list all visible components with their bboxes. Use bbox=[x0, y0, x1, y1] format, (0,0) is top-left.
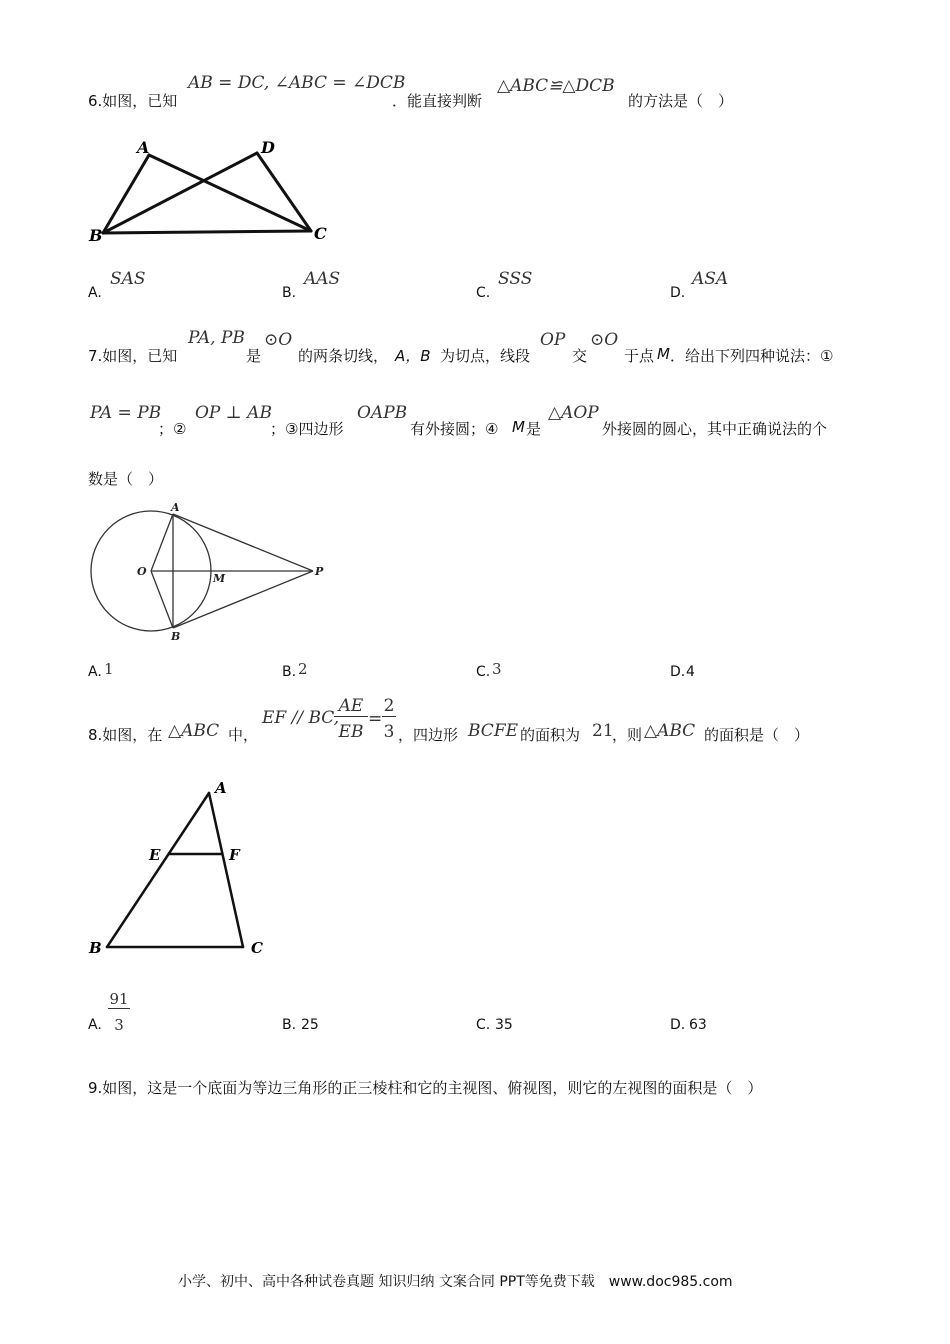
q6-option-b-letter: B. bbox=[282, 285, 297, 301]
q8-ratio-label-den: EB bbox=[338, 722, 364, 742]
q7-option-a-letter: A. bbox=[88, 664, 102, 680]
q8-option-a-den: 3 bbox=[114, 1016, 124, 1034]
q6-suffix: 的方法是（ ） bbox=[628, 92, 734, 110]
q7-statement-3: OAPB bbox=[357, 403, 408, 423]
q7-label-a: A bbox=[171, 501, 180, 514]
q7-is: 是 bbox=[246, 347, 262, 365]
q8-option-b-value: 25 bbox=[301, 1017, 319, 1033]
q9-text: 9.如图，这是一个底面为等边三角形的正三棱柱和它的主视图、俯视图，则它的左视图的面积是（ ） bbox=[88, 1079, 763, 1097]
q7-label-m: M bbox=[213, 572, 226, 585]
q8-label-b: B bbox=[89, 939, 102, 957]
q8-t5: 的面积是（ ） bbox=[704, 726, 810, 744]
q7-option-c-letter: C. bbox=[476, 664, 491, 680]
q8-label-f: F bbox=[229, 846, 240, 864]
q8-option-c-letter: C. bbox=[476, 1017, 491, 1033]
q7-line3: 数是（ ） bbox=[88, 470, 164, 488]
q8-label-c: C bbox=[251, 939, 263, 957]
q8-label-a: A bbox=[215, 779, 227, 797]
q6-figure bbox=[85, 135, 335, 250]
q7-option-b-value: 2 bbox=[298, 660, 308, 678]
q6-option-b-value: AAS bbox=[304, 269, 341, 289]
q7-op: OP bbox=[540, 330, 566, 350]
q6-option-d-value: ASA bbox=[692, 269, 729, 289]
q8-option-a-letter: A. bbox=[88, 1017, 102, 1033]
q7-lines: PA, PB bbox=[188, 328, 245, 348]
q8-t2: ，四边形 bbox=[398, 726, 459, 744]
q6-given: AB = DC, ∠ABC = ∠DCB bbox=[188, 73, 406, 93]
q6-prefix: 6.如图，已知 bbox=[88, 92, 178, 110]
q7-l2-t1: ；② bbox=[158, 420, 187, 438]
q8-t4: ，则 bbox=[612, 726, 643, 744]
q7-ab: A，B bbox=[395, 347, 431, 365]
q7-t5: ．给出下列四种说法：① bbox=[670, 347, 834, 365]
q8-option-d-letter: D. bbox=[670, 1017, 686, 1033]
q6-congruence: △ABC≌△DCB bbox=[497, 76, 615, 96]
q7-circle: ⊙O bbox=[264, 330, 293, 350]
q8-quad: BCFE bbox=[468, 721, 519, 741]
q8-ratio-num: 2 bbox=[383, 696, 395, 716]
q8-area: 21 bbox=[592, 721, 614, 741]
q7-option-d-value: 4 bbox=[686, 664, 695, 680]
q8-triangle-2: △ABC bbox=[644, 721, 696, 741]
q8-t3: 的面积为 bbox=[520, 726, 581, 744]
q7-l2-t3: 有外接圆；④ bbox=[410, 420, 499, 438]
q6-label-c: C bbox=[314, 224, 327, 243]
q6-option-a-value: SAS bbox=[110, 269, 146, 289]
q8-ratio-den: 3 bbox=[383, 722, 395, 742]
q6-option-a-letter: A. bbox=[88, 285, 102, 301]
q7-t1: 的两条切线， bbox=[298, 347, 389, 365]
q8-t1: 中， bbox=[228, 726, 259, 744]
q7-statement-1: PA = PB bbox=[90, 403, 162, 423]
q7-figure bbox=[85, 500, 335, 645]
q8-equals: = bbox=[368, 709, 383, 729]
q7-label-o: O bbox=[137, 565, 147, 578]
q7-option-c-value: 3 bbox=[492, 660, 502, 678]
q6-label-a: A bbox=[137, 138, 150, 157]
q8-label-e: E bbox=[149, 846, 161, 864]
q8-option-c-value: 35 bbox=[495, 1017, 513, 1033]
q6-option-c-value: SSS bbox=[498, 269, 533, 289]
q6-label-b: B bbox=[89, 226, 103, 245]
q6-option-c-letter: C. bbox=[476, 285, 491, 301]
q8-option-a-num: 91 bbox=[109, 990, 129, 1008]
q7-label-b: B bbox=[171, 630, 181, 643]
q8-condition: EF // BC, bbox=[262, 708, 340, 728]
q7-option-d-letter: D. bbox=[670, 664, 686, 680]
q8-ratio-label-num: AE bbox=[334, 696, 368, 717]
q7-l2-t4: 是 bbox=[526, 420, 542, 438]
q7-t2: 为切点，线段 bbox=[440, 347, 531, 365]
q8-option-d-value: 63 bbox=[689, 1017, 707, 1033]
q8-option-b-letter: B. bbox=[282, 1017, 297, 1033]
q7-l2-t5: 外接圆的圆心，其中正确说法的个 bbox=[602, 420, 828, 438]
q7-l2-m: M bbox=[512, 418, 525, 436]
q6-label-d: D bbox=[261, 138, 275, 157]
q8-prefix: 8.如图，在 bbox=[88, 726, 163, 744]
q7-t4: 于点 bbox=[624, 347, 655, 365]
page-footer: 小学、初中、高中各种试卷真题 知识归纳 文案合同 PPT等免费下载 www.doc985.com bbox=[178, 1274, 733, 1290]
q7-l2-t2: ；③四边形 bbox=[270, 420, 344, 438]
q6-option-d-letter: D. bbox=[670, 285, 686, 301]
q7-label-p: P bbox=[315, 565, 324, 578]
q8-triangle: △ABC bbox=[168, 721, 220, 741]
q6-mid: ．能直接判断 bbox=[392, 92, 483, 110]
q7-statement-2: OP ⊥ AB bbox=[195, 403, 272, 423]
q7-m: M bbox=[657, 345, 670, 363]
q7-statement-4: △AOP bbox=[548, 403, 599, 423]
q8-figure bbox=[85, 775, 285, 965]
q7-option-a-value: 1 bbox=[104, 660, 114, 678]
q7-option-b-letter: B. bbox=[282, 664, 297, 680]
q7-prefix: 7.如图，已知 bbox=[88, 347, 178, 365]
q7-circle2: ⊙O bbox=[590, 330, 619, 350]
q7-t3: 交 bbox=[572, 347, 588, 365]
